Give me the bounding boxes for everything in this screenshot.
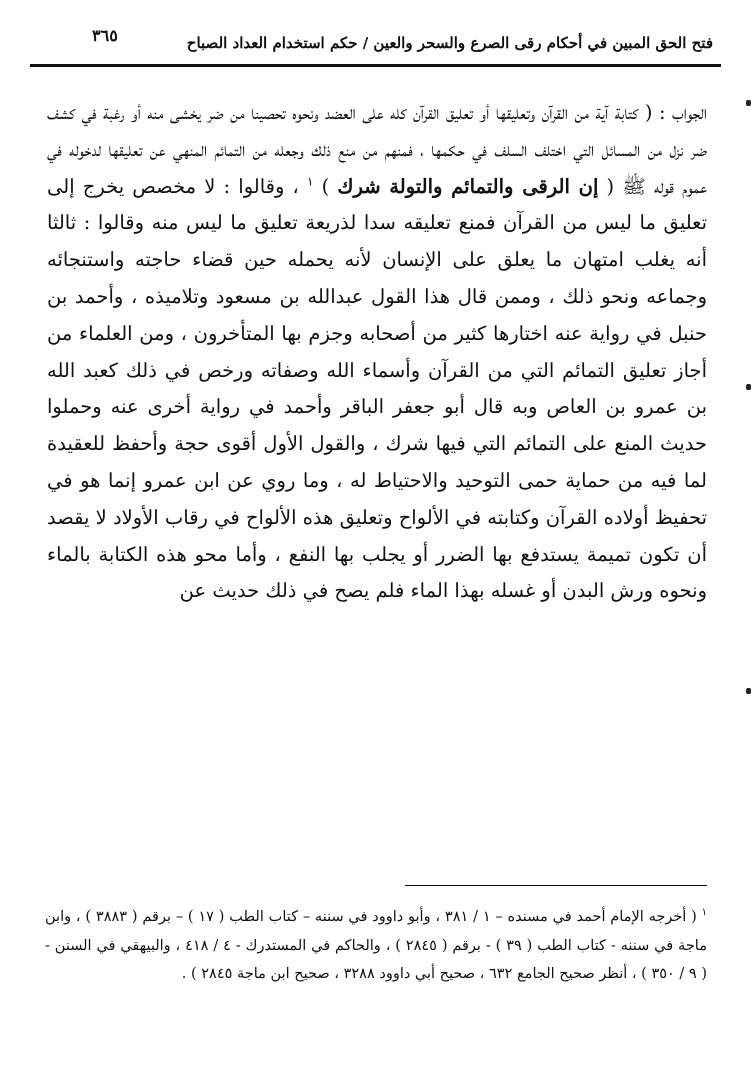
- page-number: ٣٦٥: [92, 26, 118, 45]
- paragraph-opening: الجواب : ( كتابة آية من القرآن وتعليقها أو تعليق القرآن كله على العضد ونحوه تحصينا من ضر يخشى منه أو رغبة في كشف ضر نزل من المسائل التي اختلف السلف في حكمها ، فمنهم من منع ذلك وجعله من التمائم المنهي عن تعليقها لدخوله في عموم قوله ﷺ (: [47, 101, 707, 198]
- page-header: [30, 24, 721, 60]
- running-title: فتح الحق المبين في أحكام رقى الصرع والسحر والعين / حكم استخدام العداد الصباح: [186, 34, 713, 52]
- quote-close: ): [321, 174, 330, 198]
- margin-dot: [746, 688, 751, 694]
- main-paragraph: [47, 95, 707, 610]
- paragraph-continuation: ، وقالوا : لا مخصص يخرج إلى تعليق ما ليس من القرآن فمنع تعليقه سدا لذريعة تعليق ما ليس منه وقالوا : ثالثا أنه يغلب امتهان ما يعلق على الإنسان لأنه يحمله حين قضاء حاجته واستنجائه وجماعه ونحو ذلك ، وممن قال هذا القول عبدالله بن مسعود وتلاميذه ، وأحمد بن حنبل في رواية عنه اختارها كثير من أصحابه وجزم بها المتأخرون ، ومن العلماء من أجاز تعليق التمائم التي من القرآن وأسماء الله وصفاته ورخص في ذلك كعبد الله بن عمرو بن العاص وبه قال أبو جعفر الباقر وأحمد في رواية أخرى عنه وحملوا حديث المنع على التمائم التي فيها شرك ، والقول الأول أقوى حجة وأحفظ للعقيدة لما فيه من حماية حمى التوحيد والاحتياط له ، وما روي عن ابن عمرو إنما هو في تحفيظ أولاده القرآن وكتابته في الألواح وتعليق هذه الألواح في رقاب الأولاد لا يقصد أن تكون تميمة يستدفع بها الضرر أو يجلب بها النفع ، وأما محو هذه الكتابة بالماء ونحوه ورش البدن أو غسله بهذا الماء فلم يصح في ذلك حديث عن: [47, 174, 707, 603]
- margin-dot: [746, 100, 751, 106]
- footnote-marker: ١: [701, 907, 707, 919]
- header-rule: [30, 64, 721, 67]
- footnote: [45, 903, 707, 989]
- footnote-separator: [405, 885, 707, 886]
- footnote-reference: ١: [307, 174, 314, 189]
- margin-dot: [746, 384, 751, 390]
- hadith-quote: إن الرقى والتمائم والتولة شرك: [337, 174, 599, 198]
- footnote-text: ( أخرجه الإمام أحمد في مسنده – ١ / ٣٨١ ، وأبو داوود في سننه – كتاب الطب ( ١٧ ) – برقم ( ٣٨٨٣ ) ، وابن ماجة في سننه - كتاب الطب ( ٣٩ ) - برقم ( ٢٨٤٥ ) ، والحاكم في المستدرك - ٤ / ٤١٨ ، والبيهقي في السنن - ( ٩ / ٣٥٠ ) ، أنظر صحيح الجامع ٦٣٢ ، صحيح أبي داوود ٣٢٨٨ ، صحيح ابن ماجة ٢٨٤٥ ) .: [45, 909, 707, 982]
